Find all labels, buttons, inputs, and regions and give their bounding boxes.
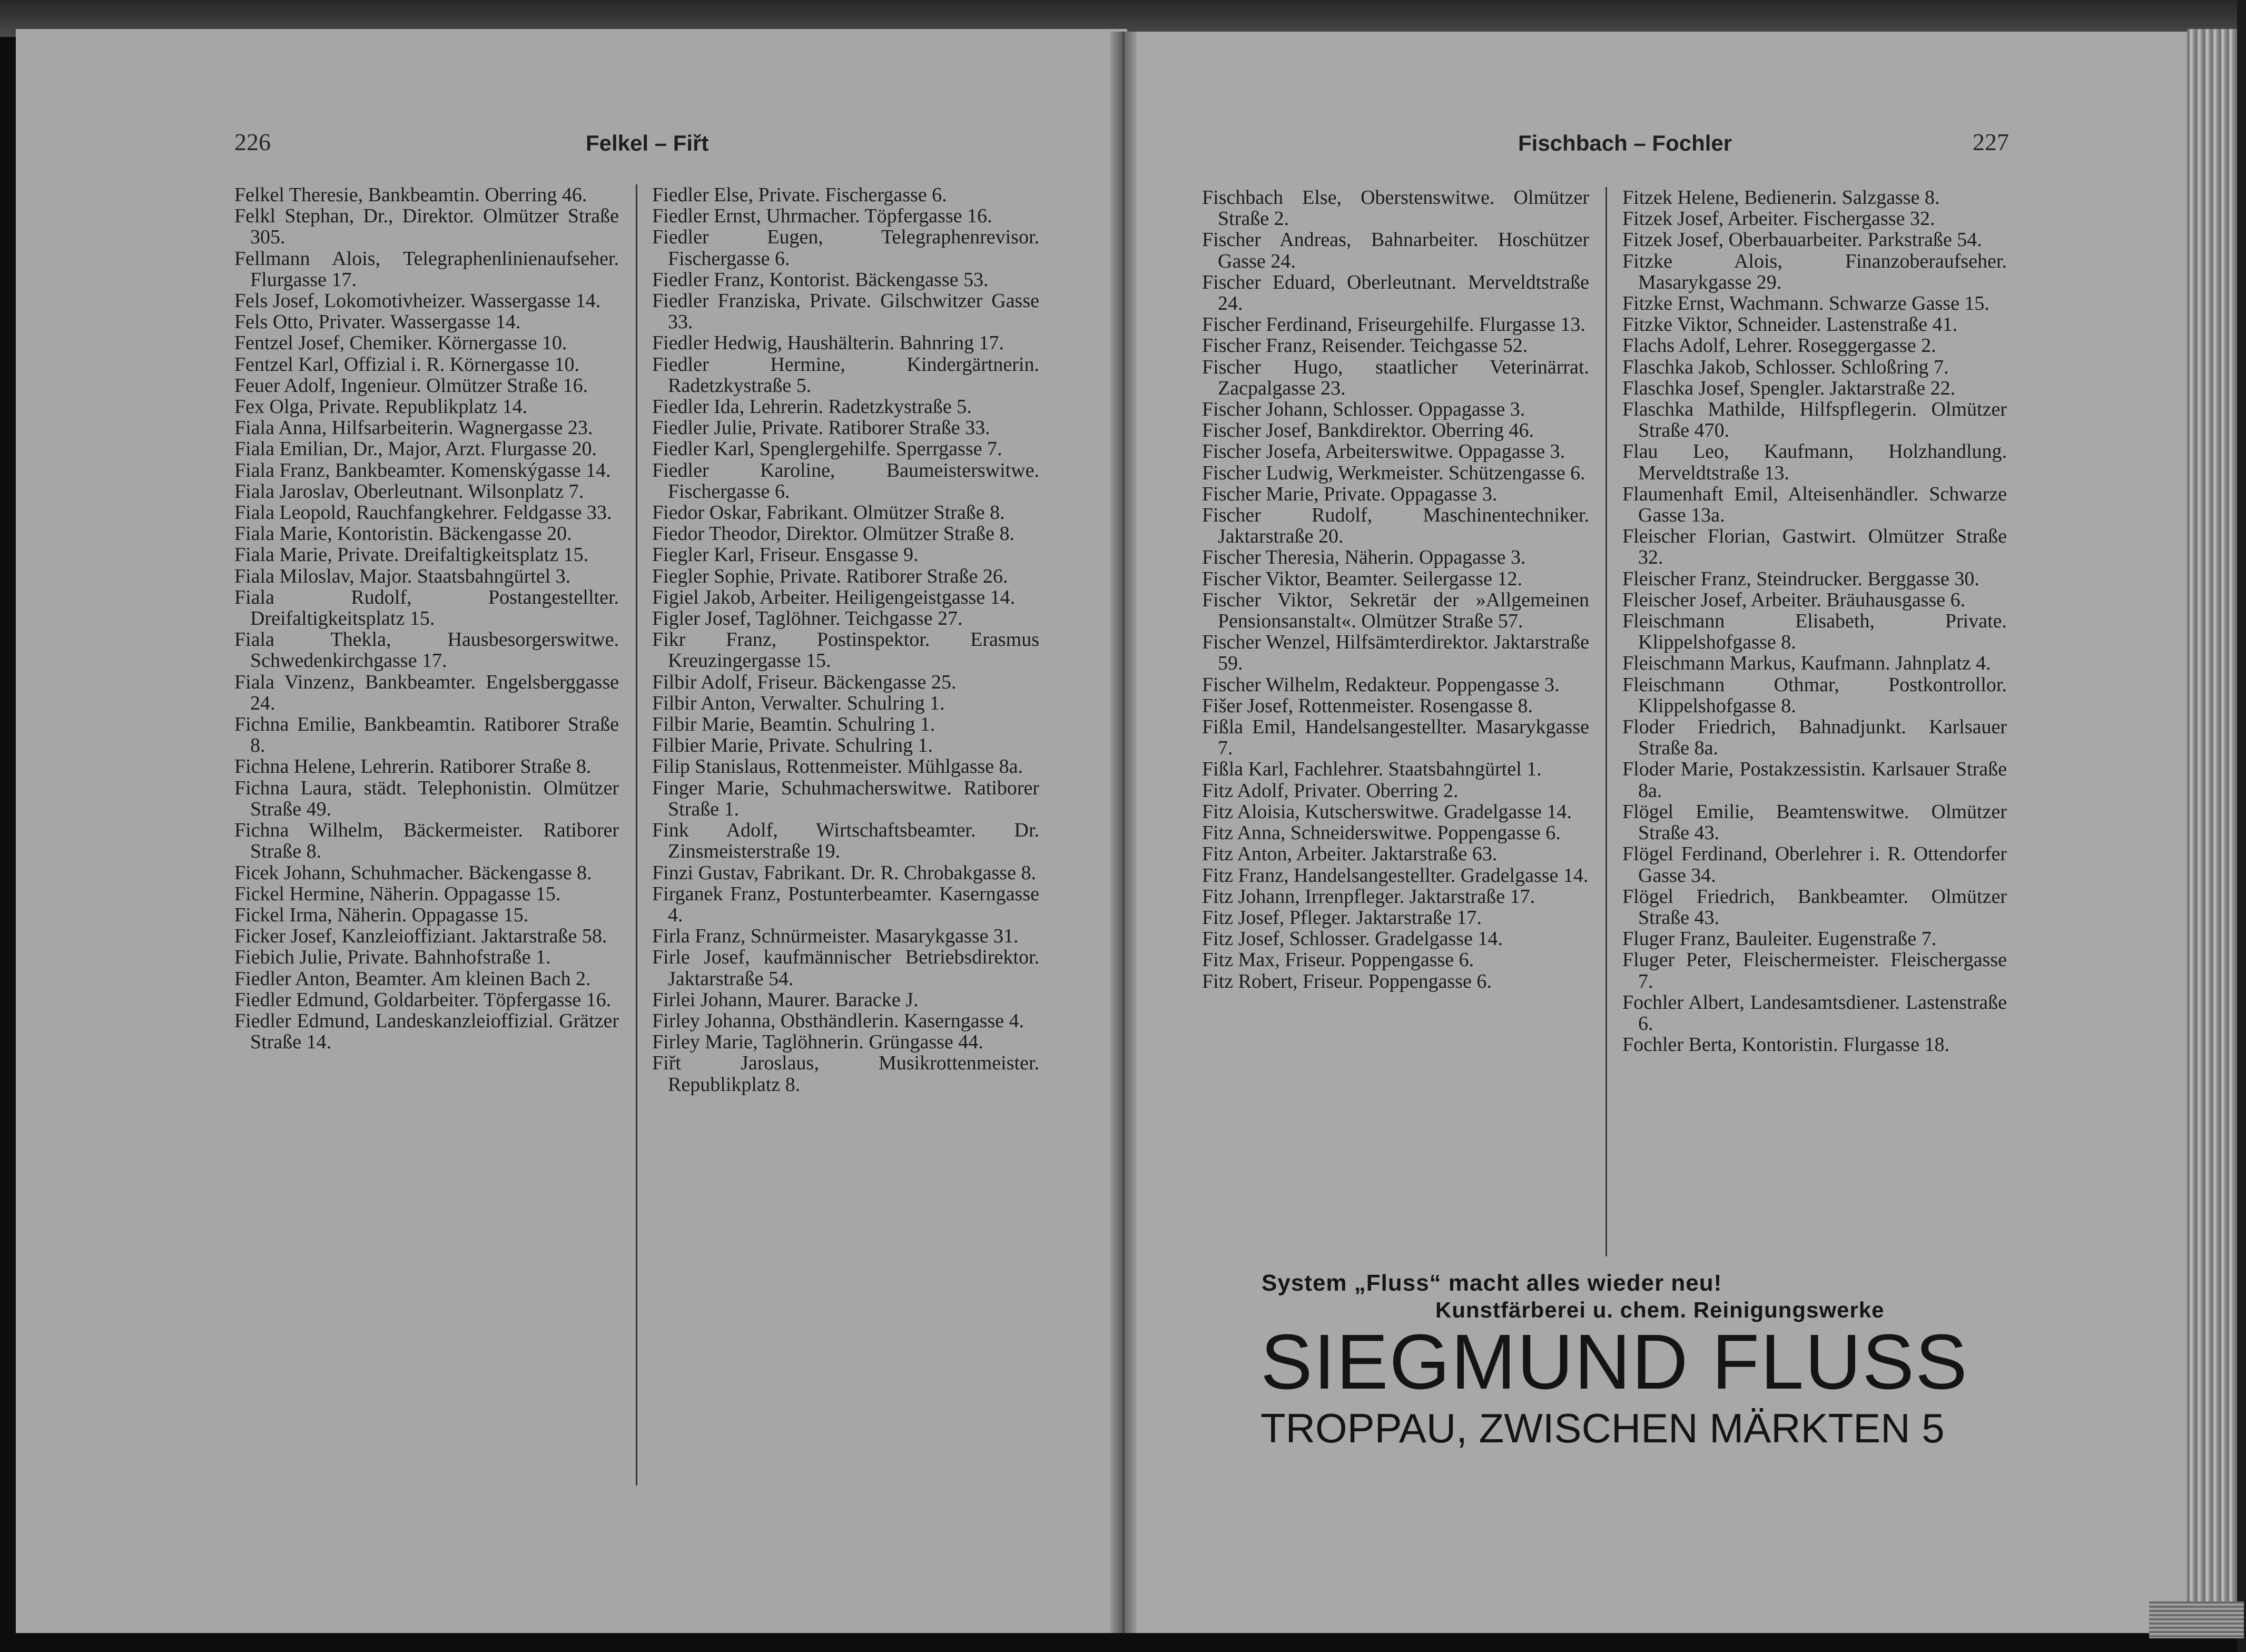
directory-entry: Fichna Helene, Lehrerin. Ratiborer Straße 8. — [234, 755, 592, 778]
directory-entry: Fischer Eduard, Oberleutnant. Merveldtstraße 24. — [1202, 271, 1589, 315]
ad-subtitle: Kunstfärberei u. chem. Reinigungswerke — [1435, 1297, 1885, 1322]
directory-entry: Fischer Viktor, Sekretär der »Allgemeinen Pensionsanstalt«. Olmützer Straße 57. — [1202, 588, 1589, 633]
directory-entry: Feuer Adolf, Ingenieur. Olmützer Straße 16. — [234, 374, 588, 397]
directory-entry: Fiřt Jaroslaus, Musikrottenmeister. Republikplatz 8. — [652, 1052, 1039, 1096]
directory-entry: Flaschka Josef, Spengler. Jaktarstraße 22. — [1622, 377, 1956, 399]
directory-entry: Fischer Ludwig, Werkmeister. Schützengasse 6. — [1202, 461, 1585, 484]
directory-entry: Fitzek Josef, Arbeiter. Fischergasse 32. — [1622, 208, 1935, 230]
directory-entry: Fentzel Josef, Chemiker. Körnergasse 10. — [234, 332, 567, 355]
directory-entry: Flögel Friedrich, Bankbeamter. Olmützer Straße 43. — [1622, 885, 2007, 929]
running-head-left: Felkel – Fiřt — [586, 131, 709, 155]
directory-entry: Fink Adolf, Wirtschaftsbeamter. Dr. Zinsmeisterstraße 19. — [652, 819, 1039, 863]
directory-entry: Fitz Robert, Friseur. Poppengasse 6. — [1202, 970, 1492, 992]
directory-entry: Fischer Josef, Bankdirektor. Oberring 46. — [1202, 419, 1534, 442]
directory-entry: Fiedler Julie, Private. Ratiborer Straße 33. — [652, 417, 990, 439]
directory-entry: Fischer Hugo, staatlicher Veterinärrat. Zacpalgasse 23. — [1202, 356, 1589, 399]
directory-entry: Fischbach Else, Oberstenswitwe. Olmützer Straße 2. — [1202, 186, 1589, 230]
directory-entry: Fiedler Karoline, Baumeisterswitwe. Fischergasse 6. — [652, 459, 1039, 503]
directory-entry: Fickel Hermine, Näherin. Oppagasse 15. — [234, 882, 561, 905]
directory-entry: Fiedler Edmund, Goldarbeiter. Töpfergasse 16. — [234, 988, 612, 1011]
directory-entry: Fels Otto, Privater. Wassergasse 14. — [234, 311, 521, 333]
directory-entry: Fitzke Viktor, Schneider. Lastenstraße 41. — [1622, 313, 1958, 336]
directory-entry: Firley Marie, Taglöhnerin. Grüngasse 44. — [652, 1031, 983, 1054]
directory-entry: Fex Olga, Private. Republikplatz 14. — [234, 396, 528, 418]
directory-entry: Fiala Anna, Hilfsarbeiterin. Wagnergasse 23. — [234, 417, 593, 439]
directory-entry: Filip Stanislaus, Rottenmeister. Mühlgasse 8a. — [652, 755, 1023, 778]
directory-entry: Filbier Marie, Private. Schulring 1. — [652, 734, 933, 757]
directory-entry: Fischer Wenzel, Hilfsämterdirektor. Jaktarstraße 59. — [1202, 631, 1589, 675]
page-number-left: 226 — [234, 129, 271, 155]
directory-entry: Fischer Marie, Private. Oppagasse 3. — [1202, 483, 1498, 505]
directory-entry: Fiala Leopold, Rauchfangkehrer. Feldgasse 33. — [234, 502, 612, 524]
directory-entry: Fiegler Karl, Friseur. Ensgasse 9. — [652, 544, 919, 566]
directory-entry: Fiedler Anton, Beamter. Am kleinen Bach 2. — [234, 967, 591, 990]
ad-company-name: SIEGMUND FLUSS — [1260, 1319, 1968, 1405]
directory-entry: Fitz Josef, Pfleger. Jaktarstraße 17. — [1202, 906, 1482, 929]
directory-column-1 — [234, 184, 619, 1053]
directory-entry: Flaschka Jakob, Schlosser. Schloßring 7. — [1622, 356, 1949, 378]
directory-entry: Fitz Johann, Irrenpfleger. Jaktarstraße 17. — [1202, 885, 1535, 908]
directory-entry: Fischer Wilhelm, Redakteur. Poppengasse 3. — [1202, 673, 1560, 696]
directory-entry: Fleischer Franz, Steindrucker. Berggasse 30. — [1622, 567, 1979, 590]
scan-border — [2237, 0, 2246, 1652]
directory-entry: Figiel Jakob, Arbeiter. Heiligengeistgasse 14. — [652, 586, 1016, 608]
directory-entry: Finzi Gustav, Fabrikant. Dr. R. Chrobakgasse 8. — [652, 861, 1036, 884]
directory-entry: Fiedor Oskar, Fabrikant. Olmützer Straße 8. — [652, 502, 1005, 524]
directory-entry: Flau Leo, Kaufmann, Holzhandlung. Merveldtstraße 13. — [1622, 440, 2007, 484]
directory-entry: Fiedler Hermine, Kindergärtnerin. Radetzkystraße 5. — [652, 353, 1039, 397]
directory-entry: Fišer Josef, Rottenmeister. Rosengasse 8. — [1202, 694, 1533, 717]
directory-entry: Fiedler Franziska, Private. Gilschwitzer Gasse 33. — [652, 290, 1039, 333]
directory-entry: Figler Josef, Taglöhner. Teichgasse 27. — [652, 607, 963, 630]
directory-entry: Fichna Laura, städt. Telephonistin. Olmützer Straße 49. — [234, 776, 619, 820]
directory-entry: Fitz Max, Friseur. Poppengasse 6. — [1202, 949, 1474, 971]
directory-entry: Fluger Franz, Bauleiter. Eugenstraße 7. — [1622, 928, 1937, 950]
directory-entry: Fitz Anton, Arbeiter. Jaktarstraße 63. — [1202, 843, 1498, 866]
directory-entry: Fischer Franz, Reisender. Teichgasse 52. — [1202, 335, 1528, 357]
directory-entry: Firlei Johann, Maurer. Baracke J. — [652, 988, 919, 1011]
column-rule-right — [1605, 187, 1607, 1256]
directory-entry: Flögel Ferdinand, Oberlehrer i. R. Ottendorfer Gasse 34. — [1622, 843, 2007, 887]
directory-entry: Firganek Franz, Postunterbeamter. Kaserngasse 4. — [652, 882, 1039, 926]
directory-entry: Fiala Franz, Bankbeamter. Komenskýgasse 14. — [234, 459, 611, 481]
directory-entry: Fitz Aloisia, Kutscherswitwe. Gradelgasse 14. — [1202, 800, 1572, 823]
directory-entry: Fiedler Franz, Kontorist. Bäckengasse 53. — [652, 268, 989, 291]
directory-entry: Fißla Karl, Fachlehrer. Staatsbahngürtel 1. — [1202, 758, 1542, 781]
directory-entry: Ficek Johann, Schuhmacher. Bäckengasse 8. — [234, 861, 592, 884]
directory-entry: Fleischmann Markus, Kaufmann. Jahnplatz 4. — [1622, 652, 1991, 675]
directory-entry: Fochler Albert, Landesamtsdiener. Lastenstraße 6. — [1622, 991, 2007, 1035]
directory-entry: Fichna Emilie, Bankbeamtin. Ratiborer Straße 8. — [234, 713, 619, 757]
directory-entry: Flögel Emilie, Beamtenswitwe. Olmützer Straße 43. — [1622, 800, 2007, 844]
directory-entry: Fitz Adolf, Privater. Oberring 2. — [1202, 779, 1459, 802]
directory-entry: Fischer Rudolf, Maschinentechniker. Jaktarstraße 20. — [1202, 504, 1589, 548]
directory-entry: Fischer Theresia, Näherin. Oppagasse 3. — [1202, 546, 1526, 569]
directory-entry: Flaschka Mathilde, Hilfspflegerin. Olmützer Straße 470. — [1622, 398, 2007, 442]
directory-entry: Fitzek Josef, Oberbauarbeiter. Parkstraße 54. — [1622, 229, 1982, 251]
directory-column-4 — [1622, 187, 2007, 1055]
directory-entry: Fißla Emil, Handelsangestellter. Masarykgasse 7. — [1202, 716, 1589, 760]
directory-entry: Fischer Andreas, Bahnarbeiter. Hoschützer Gasse 24. — [1202, 229, 1589, 272]
directory-entry: Firla Franz, Schnürmeister. Masarykgasse 31. — [652, 925, 1019, 948]
directory-entry: Fleischmann Othmar, Postkontrollor. Klippelshofgasse 8. — [1622, 673, 2007, 717]
directory-entry: Fitzek Helene, Bedienerin. Salzgasse 8. — [1622, 186, 1940, 209]
directory-entry: Fels Josef, Lokomotivheizer. Wassergasse 14. — [234, 290, 601, 312]
directory-entry: Fiedler Else, Private. Fischergasse 6. — [652, 184, 947, 206]
directory-entry: Fikr Franz, Postinspektor. Erasmus Kreuzingergasse 15. — [652, 628, 1039, 672]
directory-entry: Fiala Emilian, Dr., Major, Arzt. Flurgasse 20. — [234, 438, 597, 460]
directory-entry: Fitz Anna, Schneiderswitwe. Poppengasse 6. — [1202, 822, 1561, 844]
directory-entry: Fitz Franz, Handelsangestellter. Gradelgasse 14. — [1202, 864, 1589, 887]
directory-entry: Felkl Stephan, Dr., Direktor. Olmützer Straße 305. — [234, 205, 619, 249]
directory-entry: Fischer Josefa, Arbeiterswitwe. Oppagasse 3. — [1202, 440, 1565, 463]
directory-entry: Fiedor Theodor, Direktor. Olmützer Straße 8. — [652, 523, 1014, 545]
directory-entry: Fiala Rudolf, Postangestellter. Dreifaltigkeitsplatz 15. — [234, 586, 619, 630]
directory-entry: Filbir Marie, Beamtin. Schulring 1. — [652, 713, 935, 736]
directory-entry: Fiedler Eugen, Telegraphenrevisor. Fischergasse 6. — [652, 226, 1039, 270]
directory-entry: Fleischer Florian, Gastwirt. Olmützer Straße 32. — [1622, 525, 2007, 569]
directory-entry: Filbir Anton, Verwalter. Schulring 1. — [652, 692, 945, 714]
directory-entry: Floder Friedrich, Bahnadjunkt. Karlsauer Straße 8a. — [1622, 716, 2007, 760]
running-head-right: Fischbach – Fochler — [1518, 131, 1732, 155]
directory-entry: Fiala Vinzenz, Bankbeamter. Engelsberggasse 24. — [234, 671, 619, 714]
directory-entry: Fiebich Julie, Private. Bahnhofstraße 1. — [234, 946, 551, 969]
directory-entry: Finger Marie, Schuhmacherswitwe. Ratiborer Straße 1. — [652, 776, 1039, 820]
directory-entry: Fitz Josef, Schlosser. Gradelgasse 14. — [1202, 928, 1503, 950]
directory-entry: Fiedler Ida, Lehrerin. Radetzkystraße 5. — [652, 396, 972, 418]
ad-slogan: System „Fluss“ macht alles wieder neu! — [1262, 1270, 1722, 1296]
directory-entry: Ficker Josef, Kanzleioffiziant. Jaktarstraße 58. — [234, 925, 607, 948]
directory-entry: Fiala Marie, Private. Dreifaltigkeitsplatz 15. — [234, 544, 589, 566]
directory-entry: Fiedler Hedwig, Haushälterin. Bahnring 17. — [652, 332, 1004, 355]
directory-entry: Fiegler Sophie, Private. Ratiborer Straße 26. — [652, 565, 1008, 587]
page-edges-bottom — [2149, 1601, 2244, 1638]
directory-entry: Fitzke Alois, Finanzoberaufseher. Masarykgasse 29. — [1622, 250, 2007, 293]
directory-entry: Fluger Peter, Fleischermeister. Fleischergasse 7. — [1622, 949, 2007, 992]
directory-entry: Fentzel Karl, Offizial i. R. Körnergasse 10. — [234, 353, 579, 376]
directory-entry: Fiedler Ernst, Uhrmacher. Töpfergasse 16. — [652, 205, 992, 228]
directory-entry: Flachs Adolf, Lehrer. Roseggergasse 2. — [1622, 335, 1936, 357]
directory-entry: Fischer Ferdinand, Friseurgehilfe. Flurgasse 13. — [1202, 313, 1585, 336]
directory-entry: Fichna Wilhelm, Bäckermeister. Ratiborer Straße 8. — [234, 819, 619, 863]
directory-entry: Floder Marie, Postakzessistin. Karlsauer Straße 8a. — [1622, 758, 2007, 802]
directory-entry: Fleischmann Elisabeth, Private. Klippelshofgasse 8. — [1622, 610, 2007, 654]
directory-entry: Fischer Viktor, Beamter. Seilergasse 12. — [1202, 567, 1522, 590]
ad-address: TROPPAU, ZWISCHEN MÄRKTEN 5 — [1260, 1405, 1945, 1451]
directory-entry: Filbir Adolf, Friseur. Bäckengasse 25. — [652, 671, 957, 693]
directory-entry: Fiala Miloslav, Major. Staatsbahngürtel 3. — [234, 565, 571, 587]
directory-entry: Fiedler Karl, Spenglergehilfe. Sperrgasse 7. — [652, 438, 1002, 460]
directory-entry: Fiala Jaroslav, Oberleutnant. Wilsonplatz 7. — [234, 480, 584, 503]
directory-entry: Firle Josef, kaufmännischer Betriebsdirektor. Jaktarstraße 54. — [652, 946, 1039, 990]
directory-entry: Flaumenhaft Emil, Alteisenhändler. Schwarze Gasse 13a. — [1622, 483, 2007, 527]
directory-entry: Fiala Thekla, Hausbesorgerswitwe. Schwedenkirchgasse 17. — [234, 628, 619, 672]
directory-entry: Fiala Marie, Kontoristin. Bäckengasse 20. — [234, 523, 572, 545]
directory-column-3 — [1202, 187, 1589, 992]
directory-entry: Fickel Irma, Näherin. Oppagasse 15. — [234, 903, 529, 926]
directory-column-2 — [652, 184, 1039, 1095]
column-rule-left — [636, 184, 637, 1486]
directory-entry: Fiedler Edmund, Landeskanzleioffizial. Grätzer Straße 14. — [234, 1009, 619, 1054]
directory-entry: Fellmann Alois, Telegraphenlinienaufseher. Flurgasse 17. — [234, 247, 619, 291]
directory-entry: Felkel Theresie, Bankbeamtin. Oberring 46. — [234, 184, 587, 206]
directory-entry: Fischer Johann, Schlosser. Oppagasse 3. — [1202, 398, 1525, 421]
book-gutter — [1110, 32, 1137, 1633]
page-edges — [2187, 29, 2237, 1609]
directory-entry: Fochler Berta, Kontoristin. Flurgasse 18. — [1622, 1034, 1949, 1056]
directory-entry: Firley Johanna, Obsthändlerin. Kaserngasse 4. — [652, 1009, 1025, 1032]
directory-entry: Fleischer Josef, Arbeiter. Bräuhausgasse 6. — [1622, 588, 1966, 611]
directory-entry: Fitzke Ernst, Wachmann. Schwarze Gasse 15. — [1622, 292, 1989, 315]
page-number-right: 227 — [1973, 129, 2009, 155]
